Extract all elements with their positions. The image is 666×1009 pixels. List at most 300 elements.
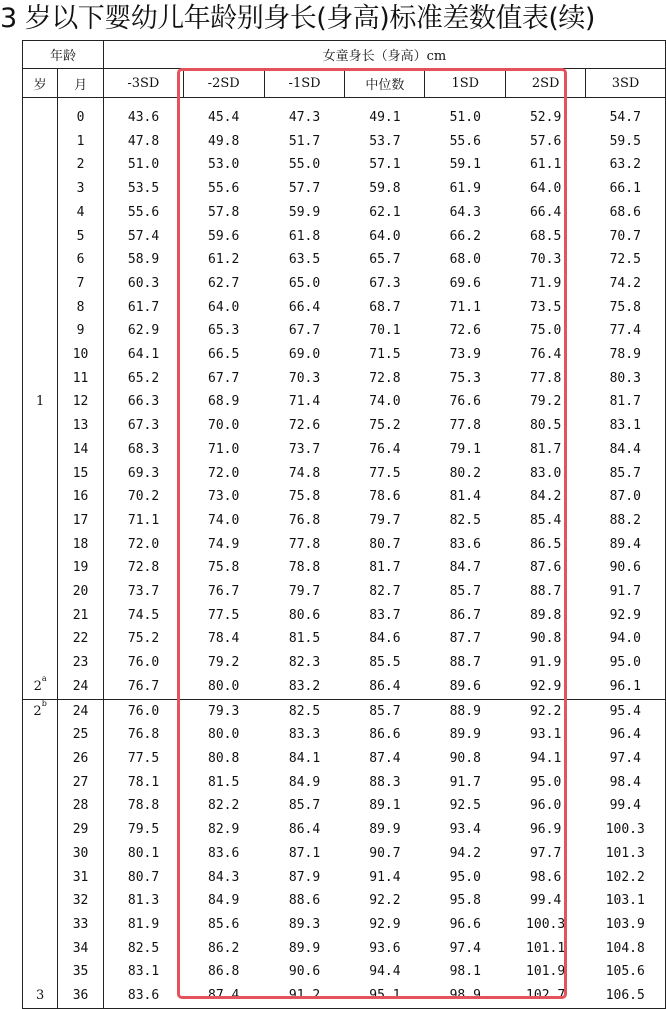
age-year-cell (23, 296, 58, 320)
table-row (23, 699, 666, 723)
value-cell: 68.3 (127, 441, 160, 457)
value-cell: 87.9 (288, 869, 321, 885)
table-row (23, 533, 666, 557)
value-cell: 69.3 (127, 465, 160, 481)
age-month-cell: 14 (58, 438, 104, 462)
value-cell: 84.3 (208, 869, 240, 885)
value-cell: 72.8 (369, 370, 401, 386)
value-cell: 72.0 (208, 465, 240, 481)
value-cell: 83.6 (103, 984, 183, 1008)
value-cell: 74.9 (208, 536, 240, 552)
value-cell: 87.6 (529, 560, 562, 576)
value-cell: 89.1 (369, 798, 401, 814)
value-cell: 57.8 (208, 204, 240, 220)
age-month-cell: 16 (58, 485, 104, 509)
table-row (23, 723, 666, 747)
value-cell: 55.6 (208, 181, 240, 197)
age-month-cell: 5 (58, 225, 104, 249)
value-cell: 85.7 (288, 798, 321, 814)
value-cell: 61.8 (288, 228, 321, 244)
age-year-cell (23, 462, 58, 486)
value-cell: 74.2 (586, 272, 666, 296)
table-row (23, 130, 666, 154)
value-cell: 89.3 (288, 916, 321, 932)
value-cell: 63.5 (288, 252, 321, 268)
value-cell: 73.5 (529, 299, 562, 315)
age-month-cell: 3 (58, 177, 104, 201)
age-year-cell (23, 319, 58, 343)
value-cell: 94.2 (449, 845, 481, 861)
value-cell: 81.5 (208, 774, 240, 790)
value-cell: 98.4 (586, 771, 666, 795)
value-cell: 78.6 (369, 489, 401, 505)
col-header: 1SD (425, 69, 506, 98)
table-row (23, 438, 666, 462)
age-month-cell: 27 (58, 771, 104, 795)
value-cell: 68.9 (208, 394, 240, 410)
value-cell: 86.6 (369, 727, 401, 743)
table-row (23, 98, 666, 130)
age-month-cell: 35 (58, 960, 104, 984)
value-cell: 92.9 (586, 604, 666, 628)
age-year-cell (23, 866, 58, 890)
value-cell: 95.0 (449, 869, 481, 885)
value-cell: 85.4 (529, 512, 562, 528)
value-cell: 86.4 (288, 822, 321, 838)
value-cell: 89.9 (369, 822, 401, 838)
value-cell: 47.3 (288, 110, 321, 125)
value-cell: 78.9 (586, 343, 666, 367)
page-title: 3 岁以下婴幼儿年龄别身长(身高)标准差数值表(续) (0, 3, 595, 34)
value-cell: 66.5 (208, 347, 240, 363)
value-cell: 59.5 (586, 130, 666, 154)
footnote-marker: b (41, 699, 47, 708)
value-cell: 96.0 (529, 798, 562, 814)
value-cell: 100.3 (526, 916, 566, 932)
value-cell: 74.5 (127, 607, 160, 623)
value-cell: 71.9 (529, 275, 562, 291)
value-cell: 65.7 (369, 252, 401, 268)
table-row (23, 296, 666, 320)
value-cell: 45.4 (208, 110, 240, 125)
value-cell: 80.3 (586, 367, 666, 391)
age-year-cell: 3 (23, 984, 58, 1008)
value-cell: 90.6 (288, 964, 321, 980)
value-cell: 81.7 (369, 560, 401, 576)
age-month-cell: 22 (58, 627, 104, 651)
value-cell: 68.5 (529, 228, 562, 244)
value-cell: 75.2 (127, 631, 160, 647)
value-cell: 75.3 (449, 370, 481, 386)
value-cell: 64.0 (369, 228, 401, 244)
value-cell: 106.5 (586, 984, 666, 1008)
table-row (23, 771, 666, 795)
value-cell: 89.4 (586, 533, 666, 557)
table-row (23, 866, 666, 890)
age-month-cell: 0 (58, 98, 104, 130)
value-cell: 89.9 (449, 727, 481, 743)
value-cell: 53.5 (127, 181, 160, 197)
value-cell: 96.1 (586, 675, 666, 699)
value-cell: 85.7 (586, 462, 666, 486)
value-cell: 68.7 (369, 299, 401, 315)
value-cell: 59.9 (288, 204, 321, 220)
value-cell: 86.8 (208, 964, 240, 980)
value-cell: 76.4 (529, 347, 562, 363)
value-cell: 80.6 (288, 607, 321, 623)
value-cell: 76.0 (127, 655, 160, 671)
age-year-cell: 1 (23, 390, 58, 414)
table-row (23, 627, 666, 651)
value-cell: 88.2 (586, 509, 666, 533)
age-month-cell: 8 (58, 296, 104, 320)
value-cell: 101.1 (526, 940, 566, 956)
value-cell: 83.1 (127, 964, 160, 980)
age-year-cell (23, 153, 58, 177)
value-cell: 65.2 (127, 370, 160, 386)
value-cell: 78.1 (127, 774, 160, 790)
value-cell: 70.7 (586, 225, 666, 249)
age-year-cell (23, 556, 58, 580)
value-cell: 61.7 (127, 299, 160, 315)
value-cell: 70.3 (288, 370, 321, 386)
value-cell: 80.0 (208, 727, 240, 743)
value-cell: 76.4 (369, 441, 401, 457)
age-year-cell (23, 960, 58, 984)
value-cell: 76.0 (103, 699, 183, 723)
value-cell: 73.9 (449, 347, 481, 363)
value-cell: 79.2 (529, 394, 562, 410)
age-month-cell: 26 (58, 747, 104, 771)
value-cell: 61.9 (449, 181, 481, 197)
value-cell: 80.8 (208, 750, 240, 766)
value-cell: 61.1 (529, 157, 562, 173)
value-cell: 69.0 (288, 347, 321, 363)
value-cell: 82.5 (264, 699, 345, 723)
age-year-cell (23, 367, 58, 391)
value-cell: 55.0 (288, 157, 321, 173)
age-month-cell: 17 (58, 509, 104, 533)
value-cell: 95.0 (586, 651, 666, 675)
value-cell: 60.3 (127, 275, 160, 291)
value-cell: 51.0 (127, 157, 160, 173)
age-year-cell (23, 937, 58, 961)
value-cell: 70.3 (529, 252, 562, 268)
table-row (23, 201, 666, 225)
value-cell: 72.0 (127, 536, 160, 552)
value-cell: 87.7 (449, 631, 481, 647)
value-cell: 85.7 (449, 584, 481, 600)
value-cell: 72.6 (449, 323, 481, 339)
value-cell: 70.1 (369, 323, 401, 339)
value-cell: 54.7 (586, 98, 666, 130)
value-cell: 66.2 (449, 228, 481, 244)
value-cell: 62.1 (369, 204, 401, 220)
value-cell: 86.4 (345, 675, 425, 699)
col-header: 中位数 (345, 69, 425, 98)
value-cell: 47.8 (127, 133, 160, 149)
value-cell: 87.4 (183, 984, 264, 1008)
age-year-cell (23, 343, 58, 367)
value-cell: 57.7 (288, 181, 321, 197)
table-row (23, 556, 666, 580)
age-month-cell: 36 (58, 984, 104, 1008)
value-cell: 83.6 (449, 536, 481, 552)
value-cell: 57.1 (369, 157, 401, 173)
value-cell: 95.1 (345, 984, 425, 1008)
value-cell: 53.7 (369, 133, 401, 149)
value-cell: 83.6 (208, 845, 240, 861)
age-month-cell: 34 (58, 937, 104, 961)
value-cell: 77.5 (127, 750, 160, 766)
age-year-cell (23, 177, 58, 201)
value-cell: 94.0 (586, 627, 666, 651)
value-cell: 84.9 (208, 893, 240, 909)
value-cell: 74.0 (369, 394, 401, 410)
age-year-cell (23, 580, 58, 604)
value-cell: 88.6 (288, 893, 321, 909)
value-cell: 49.1 (369, 110, 401, 125)
value-cell: 99.4 (586, 794, 666, 818)
footnote-marker: a (41, 674, 47, 683)
value-cell: 98.9 (425, 984, 506, 1008)
value-cell: 64.0 (529, 181, 562, 197)
value-cell: 84.7 (449, 560, 481, 576)
age-year-cell (23, 604, 58, 628)
value-cell: 82.5 (449, 512, 481, 528)
value-cell: 80.1 (127, 845, 160, 861)
value-cell: 49.8 (208, 133, 240, 149)
value-cell: 67.3 (127, 418, 160, 434)
value-cell: 99.4 (529, 893, 562, 909)
age-month-cell: 6 (58, 248, 104, 272)
age-year-cell (23, 627, 58, 651)
age-month-cell: 12 (58, 390, 104, 414)
table-body (23, 98, 666, 1009)
value-cell: 71.0 (208, 441, 240, 457)
value-cell: 87.4 (369, 750, 401, 766)
value-cell: 67.7 (288, 323, 321, 339)
value-cell: 77.8 (288, 536, 321, 552)
table-row (23, 319, 666, 343)
col-header: 2SD (506, 69, 586, 98)
age-year-cell (23, 889, 58, 913)
value-cell: 66.4 (288, 299, 321, 315)
value-cell: 59.8 (369, 181, 401, 197)
value-cell: 87.0 (586, 485, 666, 509)
value-cell: 66.1 (586, 177, 666, 201)
value-cell: 68.6 (586, 201, 666, 225)
table-row (23, 343, 666, 367)
value-cell: 76.7 (208, 584, 240, 600)
value-cell: 71.1 (449, 299, 481, 315)
value-cell: 80.5 (529, 418, 562, 434)
table-row (23, 272, 666, 296)
table-row (23, 414, 666, 438)
age-month-cell: 9 (58, 319, 104, 343)
value-cell: 95.4 (586, 699, 666, 723)
value-cell: 75.0 (529, 323, 562, 339)
table-row (23, 177, 666, 201)
col-header: 3SD (586, 69, 666, 98)
value-cell: 81.4 (449, 489, 481, 505)
value-cell: 57.6 (529, 133, 562, 149)
value-cell: 101.9 (526, 964, 566, 980)
value-cell: 86.2 (208, 940, 240, 956)
value-cell: 62.7 (208, 275, 240, 291)
value-cell: 92.9 (369, 916, 401, 932)
value-cell: 55.6 (449, 133, 481, 149)
value-cell: 80.2 (449, 465, 481, 481)
value-cell: 76.7 (103, 675, 183, 699)
value-cell: 51.7 (288, 133, 321, 149)
age-year-cell (23, 201, 58, 225)
value-cell: 77.5 (369, 465, 401, 481)
value-cell: 72.8 (127, 560, 160, 576)
value-cell: 75.8 (586, 296, 666, 320)
age-month-cell: 20 (58, 580, 104, 604)
age-month-cell: 19 (58, 556, 104, 580)
age-month-cell: 33 (58, 913, 104, 937)
value-cell: 65.0 (288, 275, 321, 291)
value-cell: 51.0 (449, 110, 481, 125)
table-row (23, 580, 666, 604)
age-year-cell (23, 438, 58, 462)
value-cell: 61.2 (208, 252, 240, 268)
table-row (23, 462, 666, 486)
value-cell: 67.3 (369, 275, 401, 291)
value-cell: 82.2 (208, 798, 240, 814)
value-cell: 78.8 (127, 798, 160, 814)
value-cell: 79.2 (208, 655, 240, 671)
value-cell: 97.7 (529, 845, 562, 861)
yue-header: 月 (58, 69, 104, 98)
age-month-cell: 18 (58, 533, 104, 557)
age-year-cell (23, 509, 58, 533)
value-cell: 83.0 (529, 465, 562, 481)
value-cell: 75.8 (208, 560, 240, 576)
age-month-cell: 4 (58, 201, 104, 225)
value-cell: 84.9 (288, 774, 321, 790)
age-year-cell (23, 771, 58, 795)
value-cell: 71.1 (127, 512, 160, 528)
value-cell: 58.9 (127, 252, 160, 268)
table-row (23, 818, 666, 842)
value-cell: 103.9 (586, 913, 666, 937)
value-cell: 89.9 (288, 940, 321, 956)
value-cell: 91.9 (529, 655, 562, 671)
value-cell: 79.3 (183, 699, 264, 723)
value-cell: 90.6 (586, 556, 666, 580)
value-cell: 105.6 (586, 960, 666, 984)
value-cell: 77.4 (586, 319, 666, 343)
value-cell: 75.2 (369, 418, 401, 434)
value-cell: 82.9 (208, 822, 240, 838)
value-cell: 90.8 (529, 631, 562, 647)
value-cell: 88.7 (449, 655, 481, 671)
age-year-cell (23, 533, 58, 557)
age-year-cell (23, 414, 58, 438)
value-cell: 84.2 (529, 489, 562, 505)
value-cell: 85.5 (369, 655, 401, 671)
value-cell: 70.0 (208, 418, 240, 434)
value-cell: 79.5 (127, 822, 160, 838)
value-cell: 69.6 (449, 275, 481, 291)
table-row (23, 651, 666, 675)
value-cell: 81.7 (529, 441, 562, 457)
value-cell: 74.8 (288, 465, 321, 481)
age-month-cell: 15 (58, 462, 104, 486)
value-cell: 53.0 (208, 157, 240, 173)
value-cell: 75.8 (288, 489, 321, 505)
value-cell: 79.1 (449, 441, 481, 457)
value-cell: 82.7 (369, 584, 401, 600)
age-year-cell (23, 913, 58, 937)
col-header: -2SD (183, 69, 264, 98)
value-cell: 83.2 (264, 675, 345, 699)
value-cell: 96.9 (529, 822, 562, 838)
value-cell: 94.1 (529, 750, 562, 766)
value-cell: 64.0 (208, 299, 240, 315)
value-cell: 76.6 (449, 394, 481, 410)
value-cell: 103.1 (586, 889, 666, 913)
value-cell: 84.1 (288, 750, 321, 766)
age-month-cell: 28 (58, 794, 104, 818)
age-month-cell: 11 (58, 367, 104, 391)
value-cell: 92.2 (506, 699, 586, 723)
value-cell: 80.7 (127, 869, 160, 885)
age-year-cell (23, 818, 58, 842)
value-cell: 55.6 (127, 204, 160, 220)
sui-header: 岁 (23, 69, 58, 98)
age-year-cell (23, 225, 58, 249)
table-row (23, 794, 666, 818)
value-cell: 95.8 (449, 893, 481, 909)
table-row (23, 913, 666, 937)
col-header: -1SD (264, 69, 345, 98)
table-row (23, 604, 666, 628)
age-month-cell: 24 (58, 699, 104, 723)
measure-header: 女童身长（身高）cm (103, 41, 665, 69)
age-year-cell (23, 794, 58, 818)
value-cell: 66.4 (529, 204, 562, 220)
age-month-cell: 31 (58, 866, 104, 890)
value-cell: 85.6 (208, 916, 240, 932)
value-cell: 83.1 (586, 414, 666, 438)
value-cell: 57.4 (127, 228, 160, 244)
age-year-cell (23, 98, 58, 130)
value-cell: 90.8 (449, 750, 481, 766)
age-month-cell: 25 (58, 723, 104, 747)
value-cell: 91.7 (586, 580, 666, 604)
value-cell: 63.2 (586, 153, 666, 177)
value-cell: 98.1 (449, 964, 481, 980)
value-cell: 72.5 (586, 248, 666, 272)
col-header: -3SD (103, 69, 183, 98)
table-row (23, 485, 666, 509)
value-cell: 73.0 (208, 489, 240, 505)
value-cell: 81.7 (586, 390, 666, 414)
age-header: 年龄 (23, 41, 104, 69)
age-year-cell (23, 651, 58, 675)
age-year-cell (23, 747, 58, 771)
age-year-cell: 2$^b$ (23, 699, 58, 723)
value-cell: 52.9 (529, 110, 562, 125)
value-cell: 71.5 (369, 347, 401, 363)
value-cell: 92.5 (449, 798, 481, 814)
value-cell: 72.6 (288, 418, 321, 434)
value-cell: 82.3 (288, 655, 321, 671)
